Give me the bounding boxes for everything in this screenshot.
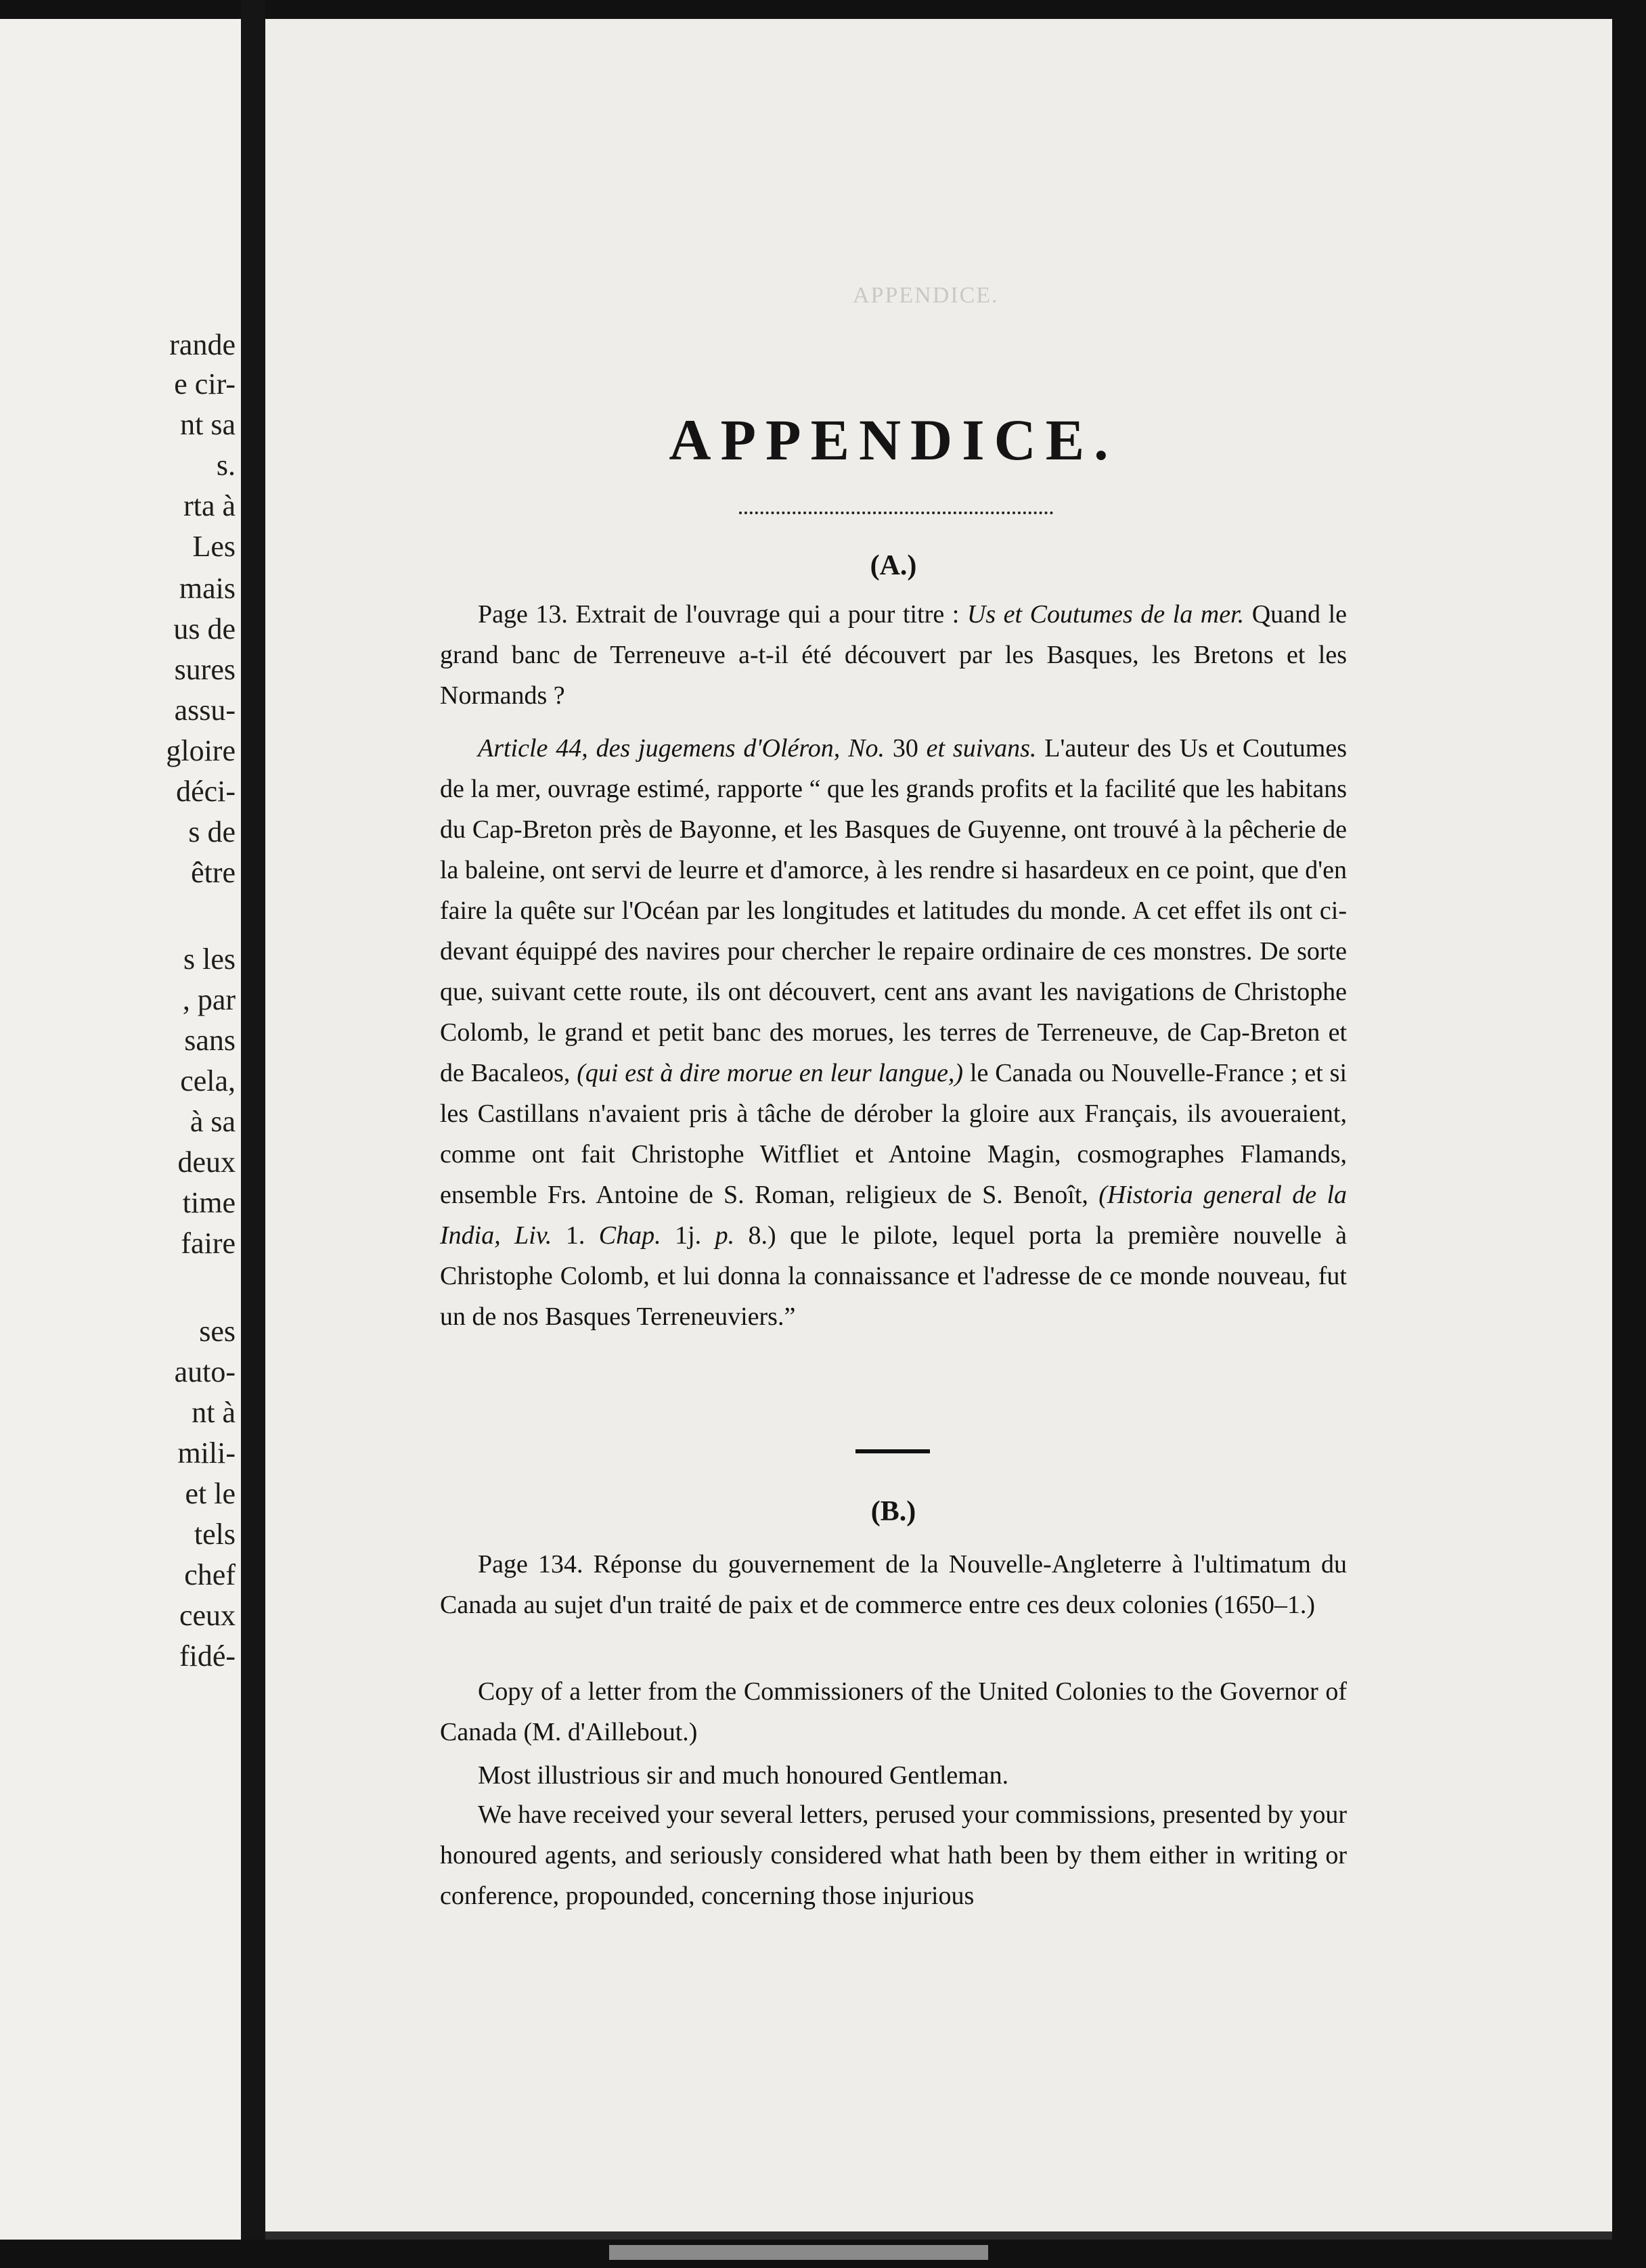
left-page-line-fragment: rta à bbox=[183, 489, 236, 522]
letter-heading-paragraph: Copy of a letter from the Commissioners of the United Colonies to the Governor of Canada (M. d'Aillebout.) bbox=[440, 1677, 1347, 1746]
left-page-line-fragment: sures bbox=[174, 653, 236, 686]
left-page-line-fragment: être bbox=[191, 856, 236, 889]
book-gutter bbox=[241, 0, 265, 2268]
work-citation: (Historia general de la India, Liv. bbox=[440, 1181, 1348, 1250]
bleed-through-running-head: APPENDICE. bbox=[853, 283, 999, 308]
paragraph-text: que le pilote, lequel porta la première nouvelle à Christophe Colomb, et lui donna la connaissance et l'adresse de ce monde nouveau, fut un de nos Basques Terreneuviers.” bbox=[440, 1221, 1348, 1331]
article-number: 30 bbox=[892, 734, 918, 763]
section-divider-rule bbox=[855, 1449, 930, 1453]
left-page-line-fragment: deux bbox=[177, 1146, 236, 1179]
parenthetical-gloss: (qui est à dire morue en leur langue,) bbox=[577, 1059, 964, 1087]
section-a-body-paragraph bbox=[440, 728, 1347, 1337]
left-page-line-fragment: cela, bbox=[180, 1064, 236, 1097]
left-page-line-fragment: rande bbox=[169, 328, 236, 361]
book-title: Us et Coutumes de la mer. bbox=[966, 600, 1245, 629]
left-page-line-fragment: mili- bbox=[177, 1436, 236, 1470]
citation-abbrev: Chap. bbox=[598, 1221, 661, 1250]
letter-body-paragraph: We have received your several letters, perused your commissions, presented by your honoured agents, and seriously considered what hath been by them either in writing or conference, propounded, concerning those injurious bbox=[440, 1800, 1347, 1910]
left-page-line-fragment: ses bbox=[199, 1315, 236, 1348]
scan-right-border bbox=[1612, 14, 1646, 2268]
citation-number: 1j. bbox=[675, 1221, 702, 1250]
paragraph-text: le Canada ou Nouvelle-France ; et si les Castillans n'avaient pris à tâche de dérober la gloire aux Français, ils avoueraient, comme ont fait Christophe Witfliet et Antoine Magin, cosmographes Flamands, ensemble Frs. Antoine de S. Roman, religieux de S. Benoît, bbox=[440, 1059, 1348, 1209]
left-page-fragment bbox=[0, 19, 241, 2245]
left-page-line-fragment: s de bbox=[188, 815, 236, 848]
left-page-line-fragment: et le bbox=[185, 1477, 236, 1510]
scan-page-tab bbox=[609, 2245, 988, 2260]
left-page-line-fragment: ceux bbox=[179, 1599, 236, 1632]
left-page-line-fragment: , par bbox=[182, 983, 236, 1016]
left-page-line-fragment: chef bbox=[184, 1558, 236, 1591]
article-citation-suffix: et suivans. bbox=[926, 734, 1037, 763]
citation-abbrev: p. bbox=[715, 1221, 735, 1250]
page-reference: Page 13. bbox=[478, 600, 568, 629]
page-title: APPENDICE. bbox=[669, 407, 1118, 472]
section-a-intro-paragraph bbox=[440, 594, 1347, 716]
left-page-line-fragment: nt à bbox=[192, 1396, 236, 1429]
left-page-line-fragment: s. bbox=[216, 449, 236, 482]
letter-salutation: Most illustrious sir and much honoured Gentleman. bbox=[478, 1761, 1009, 1790]
left-page-line-fragment: déci- bbox=[176, 775, 236, 808]
left-page-line-fragment: s les bbox=[183, 943, 236, 976]
citation-number: 8.) bbox=[748, 1221, 776, 1250]
paragraph-text: Extrait de l'ouvrage qui a pour titre : bbox=[575, 600, 960, 629]
left-page-line-fragment: fidé- bbox=[179, 1639, 236, 1673]
page-reference: Page 134. bbox=[478, 1550, 583, 1579]
section-a-label: (A.) bbox=[870, 550, 917, 581]
left-page-line-fragment: gloire bbox=[166, 734, 236, 767]
left-page-line-fragment: e cir- bbox=[174, 367, 236, 401]
section-b-label: (B.) bbox=[870, 1496, 916, 1527]
left-page-line-fragment: à sa bbox=[190, 1105, 236, 1138]
left-page-line-fragment: mais bbox=[179, 572, 236, 605]
left-page-line-fragment: nt sa bbox=[180, 408, 236, 441]
paragraph-text: Réponse du gouvernement de la Nouvelle-Angleterre à l'ultimatum du Canada au sujet d'un traité de paix et de commerce entre ces deux colonies (1650–1.) bbox=[440, 1550, 1348, 1619]
left-page-line-fragment: Les bbox=[192, 530, 236, 563]
left-page-line-fragment: tels bbox=[194, 1518, 236, 1551]
citation-number: 1. bbox=[565, 1221, 585, 1250]
section-b-intro-paragraph bbox=[440, 1544, 1347, 1625]
left-page-line-fragment: auto- bbox=[174, 1355, 236, 1388]
paragraph-text: Quand le grand banc de Terreneuve a-t-il été découvert par les Basques, les Bretons et les Normands ? bbox=[440, 600, 1347, 710]
left-page-line-fragment: time bbox=[182, 1186, 236, 1219]
left-page-line-fragment: sans bbox=[184, 1024, 236, 1057]
article-citation: Article 44, des jugemens d'Oléron, No. bbox=[478, 734, 885, 763]
left-page-line-fragment: assu- bbox=[174, 694, 236, 727]
paragraph-text: L'auteur des Us et Coutumes de la mer, ouvrage estimé, rapporte “ que les grands profits et la facilité que les habitans du Cap-Breton près de Bayonne, et les Basques de Guyenne, ont trouvé à la pêcherie de la baleine, ont servi de leurre et d'amorce, à les rendre si hasardeux en ce point, que d'en faire la quête sur l'Océan par les longitudes et latitudes du monde. A cet effet ils ont ci-devant équippé des navires pour chercher le repaire ordinaire de ces monstres. De sorte que, suivant cette route, ils ont découvert, cent ans avant les navigations de Christophe Colomb, le grand et petit banc des morues, les terres de Terreneuve, de Cap-Breton et de Bacaleos, bbox=[440, 734, 1348, 1087]
left-page-line-fragment: us de bbox=[173, 612, 236, 645]
title-dotted-rule bbox=[739, 512, 1053, 514]
left-page-line-fragment: faire bbox=[181, 1227, 236, 1260]
